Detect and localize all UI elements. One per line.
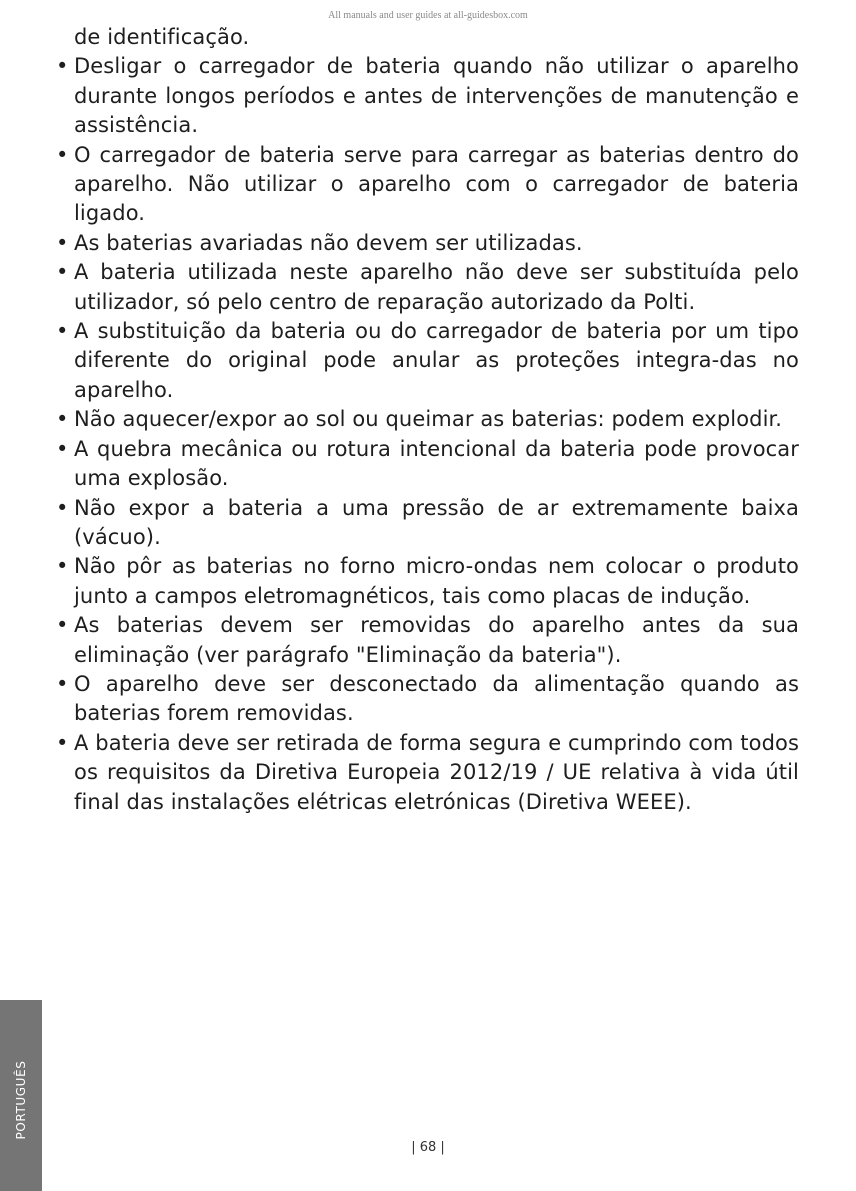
- list-item: [56, 494, 799, 553]
- bullet-icon: •: [56, 230, 69, 255]
- list-item: [56, 552, 799, 611]
- list-item: [56, 258, 799, 317]
- bullet-icon: •: [56, 730, 69, 755]
- bullet-icon: •: [56, 495, 69, 520]
- list-item-text: A substituição da bateria ou do carregador de bateria por um tipo diferente do original pode anular as proteções integra-das no aparelho.: [74, 319, 799, 402]
- bullet-icon: •: [56, 436, 69, 461]
- bullet-icon: •: [56, 142, 69, 167]
- list-item-text: Não aquecer/expor ao sol ou queimar as baterias: podem explodir.: [74, 407, 783, 432]
- list-item-text: Não pôr as baterias no forno micro-ondas nem colocar o produto junto a campos eletromagnéticos, tais como placas de indução.: [74, 554, 799, 608]
- page-number: | 68 |: [411, 1140, 445, 1155]
- bullet-icon: •: [56, 613, 69, 638]
- list-item-text: A quebra mecânica ou rotura intencional da bateria pode provocar uma explosão.: [74, 436, 799, 491]
- list-item-text: A bateria utilizada neste aparelho não deve ser substituída pelo utilizador, só pelo centro de reparação autorizado da Polti.: [74, 260, 799, 314]
- list-item: [56, 670, 799, 729]
- bullet-icon: •: [56, 319, 69, 344]
- list-item: [56, 52, 799, 140]
- safety-instructions: [56, 23, 799, 817]
- list-item: [56, 729, 799, 817]
- list-item: [56, 435, 799, 494]
- continued-text: de identificação.: [74, 25, 250, 49]
- language-tab: [0, 1000, 42, 1191]
- watermark: All manuals and user guides at all-guidesbox.com: [328, 10, 528, 21]
- bullet-icon: •: [56, 54, 69, 79]
- bullet-icon: •: [56, 407, 69, 432]
- list-item-text: O carregador de bateria serve para carregar as baterias dentro do aparelho. Não utilizar o aparelho com o carregador de bateria ligado.: [74, 142, 799, 226]
- list-item: [56, 611, 799, 670]
- list-item: [56, 405, 799, 434]
- list-item-text: Desligar o carregador de bateria quando não utilizar o aparelho durante longos períodos e antes de intervenções de manutenção e assistência.: [74, 54, 799, 138]
- list-item-text: As baterias avariadas não devem ser utilizadas.: [74, 230, 583, 255]
- list-item: [56, 141, 799, 229]
- bullet-icon: •: [56, 554, 69, 579]
- list-item: [56, 229, 799, 258]
- bullet-icon: •: [56, 260, 69, 285]
- list-item-text: As baterias devem ser removidas do aparelho antes da sua eliminação (ver parágrafo "Eliminação da bateria").: [74, 613, 799, 667]
- bullet-icon: •: [56, 671, 69, 696]
- list-item-text: Não expor a bateria a uma pressão de ar extremamente baixa (vácuo).: [74, 495, 799, 549]
- list-item-text: A bateria deve ser retirada de forma segura e cumprindo com todos os requisitos da Diretiva Europeia 2012/19 / UE relativa à vida útil final das instalações elétricas eletrónicas (Diretiva WEEE).: [74, 730, 799, 814]
- language-tab-label: PORTUGUÊS: [14, 1060, 28, 1140]
- list-item-text: O aparelho deve ser desconectado da alimentação quando as baterias forem removidas.: [74, 671, 799, 726]
- list-item: [56, 317, 799, 405]
